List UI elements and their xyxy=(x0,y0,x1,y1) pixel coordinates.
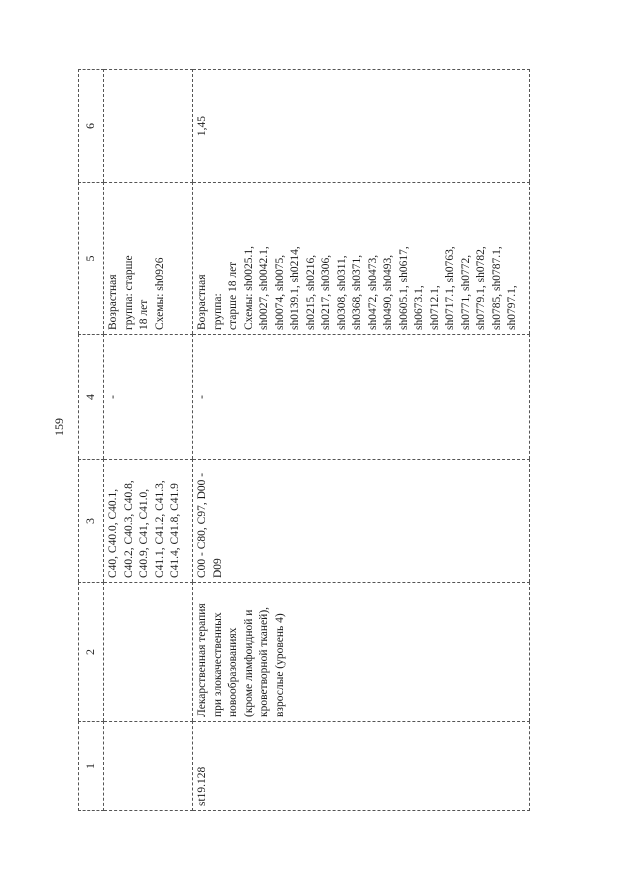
code-cell: st19.128 xyxy=(193,722,530,811)
criteria-cell: Возрастная группа: старше 18 лет Схемы: sh0025.1, sh0027, sh0042.1, sh0074, sh0075, sh0139.1, sh0214, sh0215, sh0216, sh0217, sh0306, sh0308, sh0311, sh0368, sh0371, sh0472, sh0473, sh0490, sh0493, sh0605.1, sh0617, sh0673.1, sh0712.1, sh0717.1, sh0763, sh0771, sh0772, sh0779.1, sh0782, sh0785, sh0787.1, sh0797.1, xyxy=(193,183,530,335)
name-cell xyxy=(104,583,193,722)
rotated-table-container xyxy=(78,70,530,811)
col4-cell: - xyxy=(193,335,530,460)
code-cell xyxy=(104,722,193,811)
tariff-table xyxy=(78,69,530,811)
header-cell-1: 1 xyxy=(79,722,104,811)
header-cell-2: 2 xyxy=(79,583,104,722)
table-header-row xyxy=(79,70,104,811)
page-number: 159 xyxy=(52,418,66,436)
header-cell-3: 3 xyxy=(79,460,104,583)
table-row xyxy=(104,70,193,811)
name-cell: Лекарственная терапия при злокачественных новообразованиях (кроме лимфоидной и кроветворной тканей), взрослые (уровень 4) xyxy=(193,583,530,722)
header-cell-5: 5 xyxy=(79,183,104,335)
col4-cell: - xyxy=(104,335,193,460)
icd-cell: C00 - C80, C97, D00 - D09 xyxy=(193,460,530,583)
icd-cell: C40, C40.0, C40.1, C40.2, C40.3, C40.8, C40.9, C41, C41.0, C41.1, C41.2, C41.3, C41.4, C41.8, C41.9 xyxy=(104,460,193,583)
header-cell-6: 6 xyxy=(79,70,104,183)
criteria-cell: Возрастная группа: старше 18 лет Схемы: sh0926 xyxy=(104,183,193,335)
header-cell-4: 4 xyxy=(79,335,104,460)
table-row xyxy=(193,70,530,811)
coefficient-cell xyxy=(104,70,193,183)
coefficient-cell: 1,45 xyxy=(193,70,530,183)
